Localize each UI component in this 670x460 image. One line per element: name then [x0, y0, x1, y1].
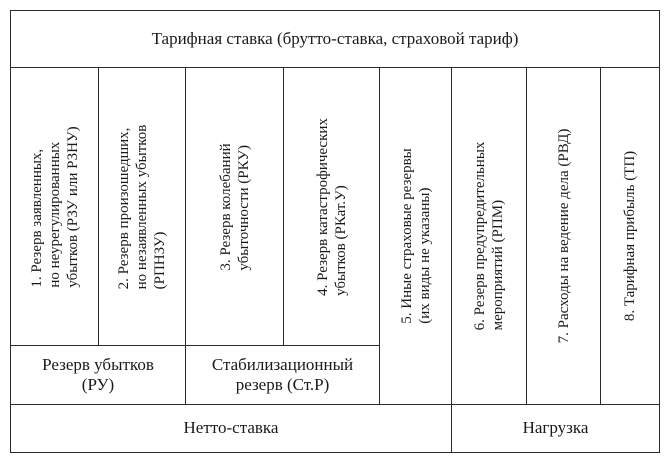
column-ibnr-reserve-label: 2. Резерв произошедших, но незаявленных убытков (РПНЗУ): [116, 124, 168, 289]
column-ibnr-reserve: [98, 67, 186, 346]
tariff-rate-header: [10, 10, 660, 68]
group-loss-reserve-label: Резерв убытков (РУ): [42, 354, 154, 394]
column-business-expenses-label: 7. Расходы на ведение дела (РВД): [555, 128, 572, 344]
loading-label: Нагрузка: [522, 418, 589, 438]
column-business-expenses: [526, 67, 601, 405]
column-tariff-profit: [600, 67, 660, 405]
column-catastrophe-reserve: [283, 67, 380, 346]
net-rate-label: Нетто-ставка: [183, 418, 279, 438]
column-other-reserves: [379, 67, 452, 405]
net-rate-footer: [10, 404, 452, 453]
tariff-rate-header-label: Тарифная ставка (брутто-ставка, страховой тариф): [151, 28, 519, 48]
group-stabilization-reserve-label: Стабилизационный резерв (Ст.Р): [211, 354, 354, 394]
group-loss-reserve: [10, 345, 186, 405]
column-reported-loss-reserve-label: 1. Резерв заявленных, но неурегулированных убытков (РЗУ или РЗНУ): [28, 125, 81, 288]
column-reported-loss-reserve: [10, 67, 99, 346]
tariff-structure-diagram: [10, 10, 660, 453]
column-preventive-measures-reserve-label: 6. Резерв предупредительных мероприятий (РПМ): [472, 141, 506, 331]
column-loss-fluctuation-reserve-label: 3. Резерв колебаний убыточности (РКУ): [217, 142, 252, 271]
column-other-reserves-label: 5. Иные страховые резервы (их виды не указаны): [398, 148, 433, 324]
loading-footer: [451, 404, 660, 453]
column-loss-fluctuation-reserve: [185, 67, 284, 346]
column-preventive-measures-reserve: [451, 67, 527, 405]
column-tariff-profit-label: 8. Тарифная прибыль (ТП): [622, 150, 638, 322]
column-catastrophe-reserve-label: 4. Резерв катастрофических убытков (РКат.У): [314, 117, 349, 296]
group-stabilization-reserve: [185, 345, 380, 405]
